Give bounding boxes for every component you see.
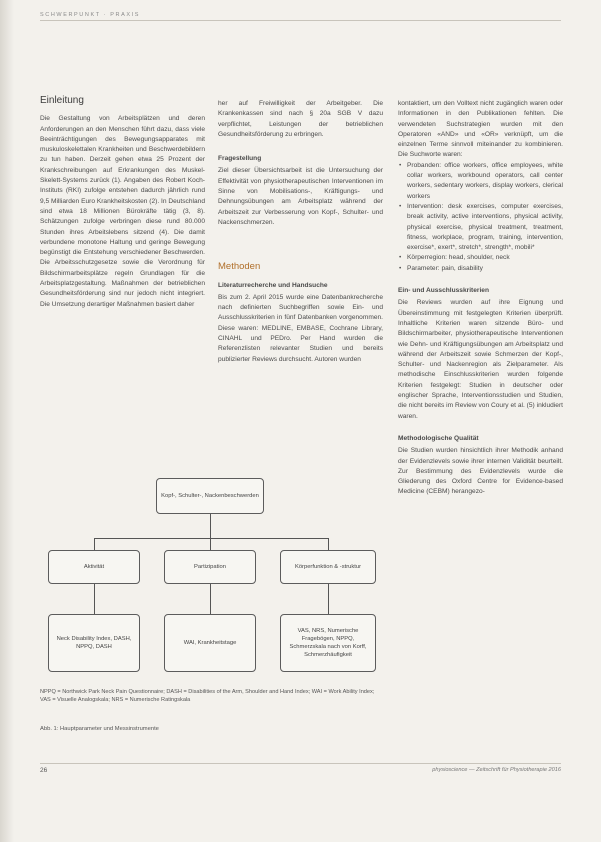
- header-rule: [40, 20, 561, 21]
- column-1: [40, 96, 205, 310]
- list-item: • Parameter: pain, disability: [407, 264, 563, 274]
- col3-intro-text: kontaktiert, um den Volltext nicht zugänglich waren oder Informationen in den Publikationen fehlten. Die verwendeten Suchstrategien wurden mit den Operatoren «AND» und «OR» verknüpft, um die einzelnen Terme sinnvoll miteinander zu kombinieren. Die Suchworte waren:: [398, 100, 563, 159]
- subheading-kriterien: Ein- und Ausschlusskriterien: [398, 287, 489, 295]
- search-terms-list: [398, 161, 563, 274]
- list-item: • Intervention: desk exercises, computer exercises, break activity, active interventions, physical activity, physical exercise, physical treatment, treatment, fitness, workplace, program, training, intervention, exercise*, exert*, stretch*, strength*, mobili*: [407, 202, 563, 253]
- qualitaet-text: Die Studien wurden hinsichtlich ihrer Methodik anhand der Evidenzlevels sowie ihrer internen Validität beurteilt. Zur Bestimmung des Evidenzlevels wurde die Gliederung des Oxford Centre for Evidence-based Medicine (CEBM) herangezo-: [398, 447, 563, 496]
- connector-line: [210, 584, 211, 614]
- diagram-box-partizipation: Partizipation: [164, 550, 256, 584]
- einleitung-text: Die Gestaltung von Arbeitsplätzen und deren Anforderungen an den Menschen führt dazu, dass viele Beeinträchtigungen des Bewegungsapparates mit muskuloskelettalen Krankheiten und Beschwerdebildern zu tun haben. Derzeit gehen etwa 25 Prozent der Krankschreibungen auf Erkrankungen des Muskel-Skelett-Systems zurück (1). Angaben des Robert Koch-Instituts (RKI) zufolge entstehen dadurch jährlich rund 9,5 Milliarden Euro Krankheitskosten (2). In Deutschland sind etwa 18 Millionen Bürokräfte tätig (3, 8). Schätzungen zufolge verbringen diese rund 80.000 Stunden ihres Arbeitslebens sitzend (4). Die damit verbundene monotone Haltung und geringe Bewegung begünstigt die Entstehung verschiedener Beschwerden. Die Arbeitsschutzgesetze sowie die Verordnung für Bildschirmarbeitsplätze regeln Grundlagen für die Arbeitsplatzgestaltung. Maßnahmen der betrieblichen Gesundheitsförderung sind nur jedoch nicht integriert. Die Umsetzung derartiger Maßnahmen basiert daher: [40, 115, 205, 308]
- connector-line: [94, 538, 328, 539]
- column-2: [218, 99, 383, 365]
- connector-line: [210, 538, 211, 550]
- diagram-box-messinstrumente-aktivitaet: Neck Disability Index, DASH, NPPQ, DASH: [48, 614, 140, 672]
- diagram-box-koerperfunktion: Körperfunktion & -struktur: [280, 550, 376, 584]
- subheading-methodologische-qualitaet: Methodologische Qualität: [398, 434, 479, 442]
- figure-diagram: [40, 470, 386, 685]
- figure-legend: NPPQ = Northwick Park Neck Pain Questionnaire; DASH = Disabilities of the Arm, Shoulder and Hand Index; WAI = Work Ability Index; VAS = Visuelle Analogskala; NRS = Numerische Ratingskala: [40, 689, 375, 703]
- kriterien-text: Die Reviews wurden auf ihre Eignung und Übereinstimmung mit festgelegten Kriterien überprüft. Inhaltliche Kriterien waren sitzende Büro- und Bildschirmarbeiter, physiotherapeutische Interventionen wie Dehn- und Kräftigungsübungen am Arbeitsplatz und während der Arbeitszeit sowie Schmerzen der Kopf-, Schulter- und Nackenregion als Zielparameter. Als methodische Einschlusskriterien wurden folgende Kriterien festgelegt: Studien in deutscher oder englischer Sprache, Interventionsstudien und Studien, die nicht bereits im Review von Coury et al. (5) inkludiert waren.: [398, 299, 563, 420]
- running-head: SCHWERPUNKT · PRAXIS: [40, 12, 141, 18]
- literatur-text: Bis zum 2. April 2015 wurde eine Datenbankrecherche nach definierten Suchbegriffen sowie Ein- und Ausschlusskriterien in fünf Datenbanken vorgenommen. Diese waren: MEDLINE, EMBASE, Cochrane Library, CINAHL und PEDro. Per Hand wurden die Referenzlisten relevanter Studien und bereits publizierter Reviews durchsucht. Autoren wurden: [218, 293, 383, 363]
- connector-line: [94, 584, 95, 614]
- diagram-top-box: Kopf-, Schulter-, Nackenbeschwerden: [156, 478, 264, 514]
- footer-rule: [40, 763, 561, 764]
- figure-caption: Abb. 1: Hauptparameter und Messinstrumente: [40, 726, 159, 732]
- connector-line: [328, 538, 329, 550]
- fragestellung-text: Ziel dieser Übersichtsarbeit ist die Untersuchung der Effektivität von physiotherapeutischen Interventionen im Sinne von Mobilisations-, Kräftigungs- und Dehnungsübungen am Arbeitsplatz während der Arbeitszeit zur Verbesserung von Kopf-, Schulter- und Nackenschmerzen.: [218, 167, 383, 226]
- connector-line: [210, 514, 211, 538]
- connector-line: [94, 538, 95, 550]
- list-item: • Körperregion: head, shoulder, neck: [407, 253, 563, 263]
- diagram-box-messinstrumente-koerperfunktion: VAS, NRS, Numerische Fragebögen, NPPQ, Schmerzskala nach von Korff, Schmerzhäufigkeit: [280, 614, 376, 672]
- subheading-fragestellung: Fragestellung: [218, 155, 262, 163]
- section-heading-methoden: Methoden: [218, 261, 261, 273]
- connector-line: [328, 584, 329, 614]
- diagram-box-messinstrumente-partizipation: WAI, Krankheitstage: [164, 614, 256, 672]
- page-fold-shadow: [0, 0, 14, 842]
- diagram-box-aktivitaet: Aktivität: [48, 550, 140, 584]
- column-3: [398, 99, 563, 498]
- subheading-literaturrecherche: Literaturrecherche und Handsuche: [218, 281, 328, 289]
- journal-footer: physioscience — Zeitschrift für Physiotherapie 2016: [432, 767, 561, 773]
- col2-intro-text: her auf Freiwilligkeit der Arbeitgeber. Die Krankenkassen sind nach § 20a SGB V dazu verpflichtet, Leistungen der betrieblichen Gesundheitsförderung zu erbringen.: [218, 100, 383, 138]
- section-heading-einleitung: Einleitung: [40, 95, 84, 106]
- list-item: • Probanden: office workers, office employees, white collar workers, workbound operators, call center workers, sedentary workers, display workers, clerical workers: [407, 161, 563, 202]
- page-number: 26: [40, 767, 48, 774]
